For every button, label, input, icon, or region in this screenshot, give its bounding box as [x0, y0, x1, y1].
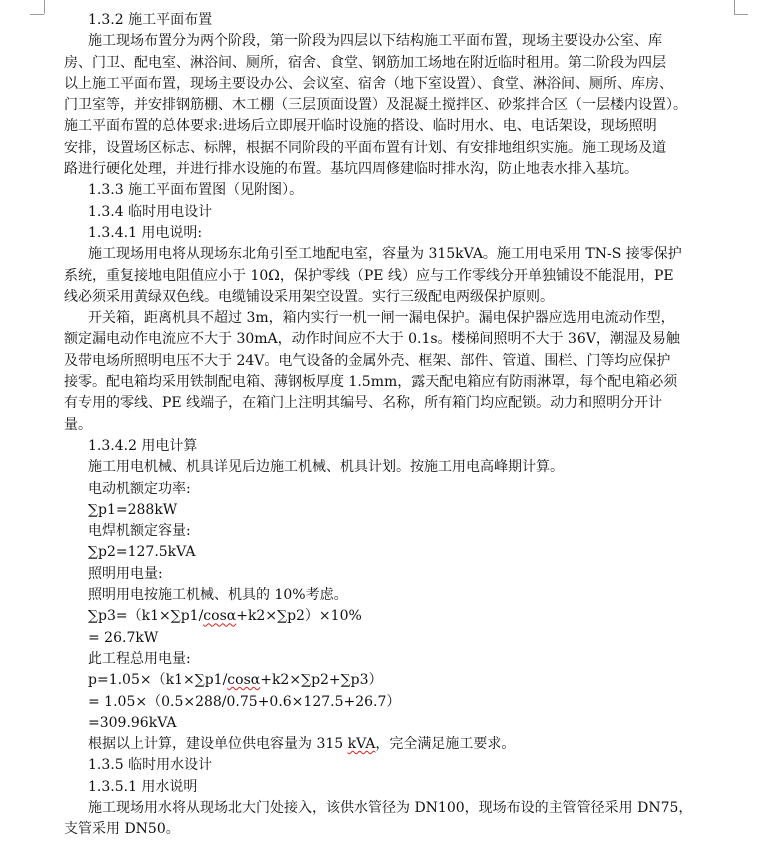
- text-line: [64, 521, 754, 542]
- text-line: [64, 202, 754, 223]
- text-line: [64, 500, 754, 521]
- text-line-content: 施工现场布置分为两个阶段，第一阶段为四层以下结构施工平面布置，现场主要设办公室、库: [88, 33, 662, 50]
- text-line: [64, 31, 754, 52]
- document-body: [64, 10, 754, 841]
- text-line-content: 照明用电量:: [88, 565, 163, 582]
- text-line-content: = 26.7kW: [88, 629, 159, 646]
- text-line-content: =309.96kVA: [88, 714, 177, 731]
- text-line-content: 电焊机额定容量:: [88, 523, 191, 540]
- text-line-content: 路进行硬化处理，并进行排水设施的布置。基坑四周修建临时排水沟，防止地表水排入基坑。: [64, 161, 638, 178]
- text-line-content: 开关箱，距离机具不超过 3m，箱内实行一机一闸一漏电保护。漏电保护器应选用电流动作型，: [88, 310, 675, 327]
- text-line: [64, 223, 754, 244]
- text-line-continuation: ，完全满足施工要求。: [375, 736, 516, 753]
- text-line: [64, 692, 754, 713]
- text-line: [64, 287, 754, 308]
- text-line-content: 系统，重复接地电阻值应小于 10Ω，保护零线（PE 线）应与工作零线分开单独铺设不能混用，PE: [64, 267, 674, 284]
- spellcheck-underlined-word: cosα: [203, 608, 237, 625]
- text-line-content: 房、门卫、配电室、淋浴间、厕所，宿舍、食堂、钢筋加工场地在附近临时租用。第二阶段为四层: [64, 54, 666, 71]
- text-line-content: 施工平面布置的总体要求:进场后立即展开临时设施的搭设、临时用水、电、电话架设，现场照明: [64, 118, 657, 135]
- text-line-content: 此工程总用电量:: [88, 650, 191, 667]
- text-line: [64, 606, 754, 627]
- text-line: [64, 734, 754, 755]
- text-line-content: 支管采用 DN50。: [64, 821, 180, 838]
- text-line: [64, 244, 754, 265]
- text-line: [64, 564, 754, 585]
- text-line: [64, 670, 754, 691]
- text-line: [64, 351, 754, 372]
- text-line: [64, 393, 754, 414]
- text-line-content: 施工现场用电将从现场东北角引至工地配电室，容量为 315kVA。施工用电采用 TN-S 接零保护: [88, 246, 682, 263]
- text-line-content: 线必须采用黄绿双色线。电缆铺设采用架空设置。实行三级配电两级保护原则。: [64, 288, 554, 305]
- text-line-content: 照明用电按施工机械、机具的 10%考虑。: [88, 587, 348, 604]
- text-line-content: 门卫室等，并安排钢筋棚、木工棚（三层顶面设置）及混凝土搅拌区、砂浆拌合区（一层楼内设置）。: [64, 97, 687, 114]
- text-line: [64, 585, 754, 606]
- text-line-content: 施工用电机械、机具详见后边施工机械、机具计划。按施工用电高峰期计算。: [88, 459, 564, 476]
- text-line: [64, 819, 754, 840]
- text-line-content: 1.3.5.1 用水说明: [88, 778, 198, 795]
- text-line: [64, 755, 754, 776]
- text-line: [64, 436, 754, 457]
- text-line: [64, 415, 754, 436]
- text-line-content: 有专用的零线、PE 线端子，在箱门上注明其编号、名称，所有箱门均应配锁。动力和照明分开计: [64, 395, 663, 412]
- text-line: [64, 329, 754, 350]
- text-line-content: 1.3.4 临时用电设计: [88, 203, 213, 220]
- text-line-content: 接零。配电箱均采用铁制配电箱、薄钢板厚度 1.5mm，露天配电箱应有防雨淋罩，每个配电箱必须: [64, 374, 678, 391]
- text-line-content: ∑p2=127.5kVA: [88, 544, 196, 561]
- spellcheck-underlined-word: cosα: [227, 672, 261, 689]
- text-line: [64, 542, 754, 563]
- text-line-content: ∑p3=（k1×∑p1/: [88, 608, 204, 625]
- text-line-content: 安排，设置场区标志、标牌，根据不同阶段的平面布置有计划、有安排地组织实施。施工现场及道: [64, 139, 666, 156]
- text-line: [64, 372, 754, 393]
- text-line: [64, 116, 754, 137]
- text-line: [64, 266, 754, 287]
- text-line: [64, 138, 754, 159]
- text-line: [64, 479, 754, 500]
- text-line: [64, 53, 754, 74]
- text-line-content: 1.3.4.1 用电说明:: [88, 224, 203, 241]
- text-line: [64, 457, 754, 478]
- text-line: [64, 95, 754, 116]
- text-line-content: 1.3.4.2 用电计算: [88, 437, 198, 454]
- text-line: [64, 180, 754, 201]
- text-line-content: 施工现场用水将从现场北大门处接入，该供水管径为 DN100，现场布设的主管管径采用 DN75，: [88, 799, 693, 816]
- text-line: [64, 10, 754, 31]
- text-line-continuation: +k2×∑p2+∑p3）: [260, 672, 383, 689]
- text-line: [64, 628, 754, 649]
- text-line: [64, 74, 754, 95]
- text-line: [64, 713, 754, 734]
- text-line-content: 额定漏电动作电流应不大于 30mA，动作时间应不大于 0.1s。楼梯间照明不大于 36V，潮湿及易触: [64, 331, 680, 348]
- text-line-content: 1.3.5 临时用水设计: [88, 757, 213, 774]
- text-line: [64, 308, 754, 329]
- text-line-content: = 1.05×（0.5×288/0.75+0.6×127.5+26.7）: [88, 693, 401, 710]
- text-line-content: 1.3.3 施工平面布置图（见附图）。: [88, 182, 304, 199]
- text-line-content: 量。: [64, 416, 92, 433]
- text-line-content: 及带电场所照明电压不大于 24V。电气设备的金属外壳、框架、部件、管道、围栏、门等均应保护: [64, 352, 671, 369]
- text-line-content: 以上施工平面布置，现场主要设办公、会议室、宿舍（地下室设置）、食堂、淋浴间、厕所、库房、: [64, 75, 673, 92]
- text-line-continuation: +k2×∑p2）×10%: [236, 608, 362, 625]
- text-line-content: p=1.05×（k1×∑p1/: [88, 672, 228, 689]
- text-line: [64, 777, 754, 798]
- text-line-content: ∑p1=288kW: [88, 501, 178, 518]
- text-line-content: 1.3.2 施工平面布置: [88, 12, 213, 28]
- text-line: [64, 649, 754, 670]
- text-line-content: 根据以上计算，建设单位供电容量为 315: [88, 736, 348, 753]
- spellcheck-underlined-word: kVA: [347, 736, 376, 753]
- text-line: [64, 798, 754, 819]
- crop-mark-top-left-h: [30, 14, 44, 15]
- crop-mark-top-left: [44, 0, 45, 14]
- text-line-content: 电动机额定功率:: [88, 480, 191, 497]
- text-line: [64, 159, 754, 180]
